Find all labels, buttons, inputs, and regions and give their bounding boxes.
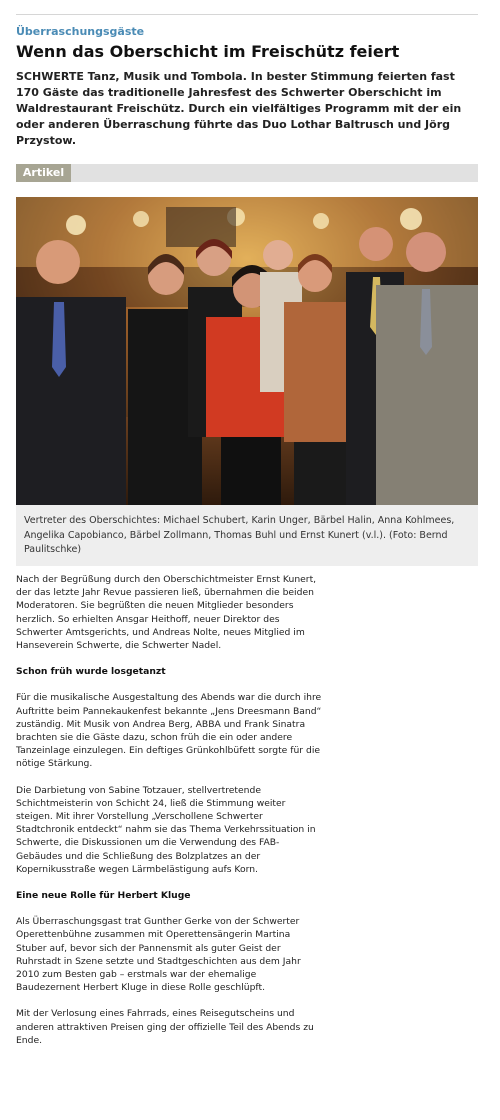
article-photo (16, 197, 478, 505)
article-tab-bar (16, 164, 478, 182)
article-kicker: Überraschungsgäste (16, 25, 145, 38)
article-headline: Wenn das Oberschicht im Freischütz feiert (16, 42, 400, 61)
body-paragraph-3: Die Darbietung von Sabine Totzauer, stellvertretende Schichtmeisterin von Schicht 24, ließ die Stimmung weiter steigen. Mit ihrer Vorstellung „Verschollene Schwerter Stadtchronik entdeckt“ nahm sie das Thema Verkehrssituation in Schwerte, die Diskussionen um die Verwendung des FAB-Gebäudes und die Schließung des Bolzplatzes an der Kopernikusstraße wegen Lärmbelästigung aufs Korn. (16, 784, 316, 875)
body-paragraph-5: Mit der Verlosung eines Fahrrads, eines Reisegutscheins und anderen attraktiven Preisen ging der offizielle Teil des Abends zu Ende. (16, 1008, 314, 1046)
body-paragraph-2: Für die musikalische Ausgestaltung des Abends war die durch ihre Auftritte beim Pannekaukenfest bekannte „Jens Dreesmann Band“ zuständig. Mit Musik von Andrea Berg, ABBA und Frank Sinatra brachten sie die Gäste dazu, schon früh die ein oder andere Tanzeinlage einzulegen. Ein deftiges Grünkohlbüfett sorgte für die nötige Stärkung. (16, 692, 322, 770)
photo-caption-box (16, 505, 478, 566)
article-lead: SCHWERTE Tanz, Musik und Tombola. In bester Stimmung feierten fast 170 Gäste das traditionelle Jahresfest des Schwerter Oberschicht im Waldrestaurant Freischütz. Durch ein vielfältiges Programm mit der ein oder anderen Überraschung führte das Duo Lothar Baltrusch und Jörg Przystow. (16, 70, 462, 147)
body-paragraph-1: Nach der Begrüßung durch den Oberschichtmeister Ernst Kunert, der das letzte Jahr Revue passieren ließ, übernahmen die beiden Moderatoren. Sie begrüßten die neuen Mitglieder besonders herzlich. So erhielten Ansgar Heithoff, neuer Direktor des Schwerter Amtsgerichts, und Andreas Nolte, neues Mitglied im Hanseverein Schwerte, die Schwerter Nadel. (16, 574, 317, 652)
subheading-2: Eine neue Rolle für Herbert Kluge (16, 890, 191, 902)
article-body (16, 573, 322, 1060)
group-photo (16, 197, 478, 505)
tab-artikel[interactable]: Artikel (16, 164, 71, 182)
subheading-1: Schon früh wurde losgetanzt (16, 666, 166, 678)
top-divider (16, 14, 478, 15)
photo-caption: Vertreter des Oberschichtes: Michael Schubert, Karin Unger, Bärbel Halin, Anna Kohlmees, Angelika Capobianco, Bärbel Zollmann, Thomas Buhl und Ernst Kunert (v.l.). (Foto: Bernd Paulitschke) (24, 515, 455, 555)
body-paragraph-4: Als Überraschungsgast trat Gunther Gerke von der Schwerter Operettenbühne zusammen mit Operettensängerin Martina Stuber auf, bevor sich der Pannensmit als guter Geist der Ruhrstadt in Szene setzte und Stadtgeschichten aus dem Jahr 2010 zum Besten gab – erstmals war der ehemalige Baudezernent Herbert Kluge in diese Rolle geschlüpft. (16, 916, 301, 994)
